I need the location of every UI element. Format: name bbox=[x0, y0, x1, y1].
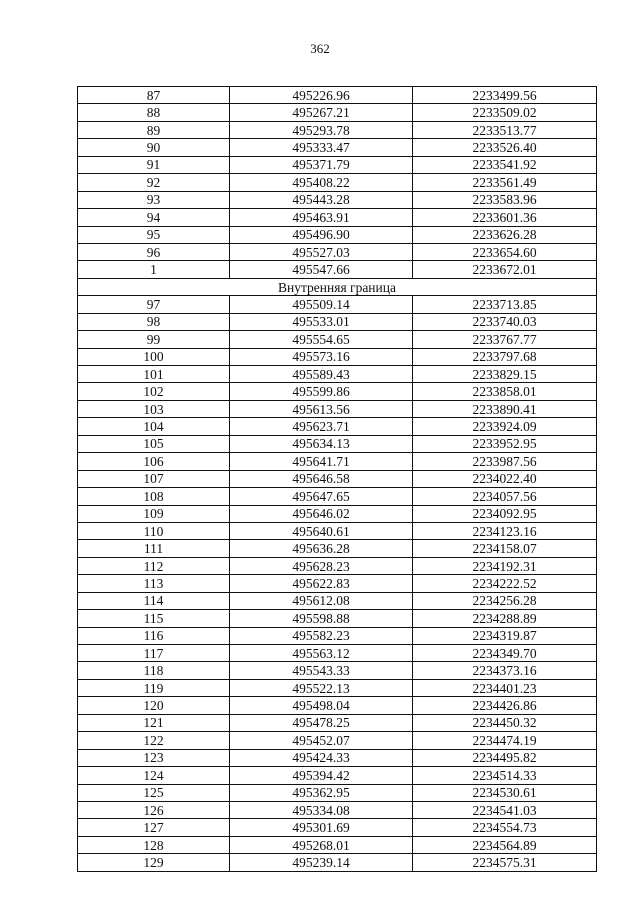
y-coordinate-cell: 2233541.92 bbox=[413, 156, 597, 173]
table-row bbox=[78, 121, 597, 138]
y-coordinate-cell: 2234495.82 bbox=[413, 749, 597, 766]
x-coordinate-cell: 495623.71 bbox=[230, 418, 413, 435]
point-number-cell: 99 bbox=[78, 331, 230, 348]
point-number-cell: 104 bbox=[78, 418, 230, 435]
x-coordinate-cell: 495573.16 bbox=[230, 348, 413, 365]
y-coordinate-cell: 2233713.85 bbox=[413, 296, 597, 313]
y-coordinate-cell: 2233924.09 bbox=[413, 418, 597, 435]
x-coordinate-cell: 495371.79 bbox=[230, 156, 413, 173]
table-row bbox=[78, 174, 597, 191]
y-coordinate-cell: 2234530.61 bbox=[413, 784, 597, 801]
point-number-cell: 121 bbox=[78, 714, 230, 731]
y-coordinate-cell: 2234022.40 bbox=[413, 470, 597, 487]
y-coordinate-cell: 2233797.68 bbox=[413, 348, 597, 365]
table-row bbox=[78, 331, 597, 348]
x-coordinate-cell: 495226.96 bbox=[230, 87, 413, 104]
x-coordinate-cell: 495408.22 bbox=[230, 174, 413, 191]
y-coordinate-cell: 2234554.73 bbox=[413, 819, 597, 836]
point-number-cell: 114 bbox=[78, 592, 230, 609]
x-coordinate-cell: 495478.25 bbox=[230, 714, 413, 731]
x-coordinate-cell: 495613.56 bbox=[230, 400, 413, 417]
table-row bbox=[78, 261, 597, 278]
x-coordinate-cell: 495498.04 bbox=[230, 697, 413, 714]
table-row bbox=[78, 679, 597, 696]
y-coordinate-cell: 2233509.02 bbox=[413, 104, 597, 121]
point-number-cell: 87 bbox=[78, 87, 230, 104]
point-number-cell: 100 bbox=[78, 348, 230, 365]
y-coordinate-cell: 2233987.56 bbox=[413, 453, 597, 470]
x-coordinate-cell: 495598.88 bbox=[230, 610, 413, 627]
table-row bbox=[78, 435, 597, 452]
point-number-cell: 105 bbox=[78, 435, 230, 452]
table-row bbox=[78, 819, 597, 836]
table-row bbox=[78, 732, 597, 749]
point-number-cell: 117 bbox=[78, 645, 230, 662]
x-coordinate-cell: 495554.65 bbox=[230, 331, 413, 348]
x-coordinate-cell: 495301.69 bbox=[230, 819, 413, 836]
point-number-cell: 91 bbox=[78, 156, 230, 173]
x-coordinate-cell: 495582.23 bbox=[230, 627, 413, 644]
x-coordinate-cell: 495424.33 bbox=[230, 749, 413, 766]
table-row bbox=[78, 226, 597, 243]
y-coordinate-cell: 2234057.56 bbox=[413, 488, 597, 505]
point-number-cell: 119 bbox=[78, 679, 230, 696]
point-number-cell: 113 bbox=[78, 575, 230, 592]
x-coordinate-cell: 495452.07 bbox=[230, 732, 413, 749]
y-coordinate-cell: 2233561.49 bbox=[413, 174, 597, 191]
table-row bbox=[78, 348, 597, 365]
y-coordinate-cell: 2234474.19 bbox=[413, 732, 597, 749]
y-coordinate-cell: 2233583.96 bbox=[413, 191, 597, 208]
y-coordinate-cell: 2234222.52 bbox=[413, 575, 597, 592]
page-number: 362 bbox=[310, 41, 330, 56]
y-coordinate-cell: 2234373.16 bbox=[413, 662, 597, 679]
x-coordinate-cell: 495547.66 bbox=[230, 261, 413, 278]
x-coordinate-cell: 495636.28 bbox=[230, 540, 413, 557]
x-coordinate-cell: 495293.78 bbox=[230, 121, 413, 138]
x-coordinate-cell: 495522.13 bbox=[230, 679, 413, 696]
x-coordinate-cell: 495533.01 bbox=[230, 313, 413, 330]
x-coordinate-cell: 495268.01 bbox=[230, 836, 413, 853]
point-number-cell: 115 bbox=[78, 610, 230, 627]
point-number-cell: 111 bbox=[78, 540, 230, 557]
table-row bbox=[78, 156, 597, 173]
y-coordinate-cell: 2233526.40 bbox=[413, 139, 597, 156]
y-coordinate-cell: 2234092.95 bbox=[413, 505, 597, 522]
x-coordinate-cell: 495509.14 bbox=[230, 296, 413, 313]
table-row bbox=[78, 767, 597, 784]
y-coordinate-cell: 2233513.77 bbox=[413, 121, 597, 138]
x-coordinate-cell: 495334.08 bbox=[230, 801, 413, 818]
y-coordinate-cell: 2234288.89 bbox=[413, 610, 597, 627]
x-coordinate-cell: 495647.65 bbox=[230, 488, 413, 505]
point-number-cell: 101 bbox=[78, 366, 230, 383]
table-row bbox=[78, 470, 597, 487]
table-row bbox=[78, 854, 597, 871]
point-number-cell: 97 bbox=[78, 296, 230, 313]
y-coordinate-cell: 2234514.33 bbox=[413, 767, 597, 784]
y-coordinate-cell: 2234541.03 bbox=[413, 801, 597, 818]
point-number-cell: 108 bbox=[78, 488, 230, 505]
point-number-cell: 1 bbox=[78, 261, 230, 278]
y-coordinate-cell: 2234123.16 bbox=[413, 522, 597, 539]
x-coordinate-cell: 495612.08 bbox=[230, 592, 413, 609]
table-row bbox=[78, 749, 597, 766]
x-coordinate-cell: 495589.43 bbox=[230, 366, 413, 383]
point-number-cell: 110 bbox=[78, 522, 230, 539]
point-number-cell: 96 bbox=[78, 243, 230, 260]
point-number-cell: 129 bbox=[78, 854, 230, 871]
x-coordinate-cell: 495641.71 bbox=[230, 453, 413, 470]
x-coordinate-cell: 495239.14 bbox=[230, 854, 413, 871]
point-number-cell: 90 bbox=[78, 139, 230, 156]
x-coordinate-cell: 495634.13 bbox=[230, 435, 413, 452]
section-title: Внутренняя граница bbox=[78, 278, 597, 295]
table-row bbox=[78, 557, 597, 574]
coordinates-table bbox=[77, 86, 597, 872]
x-coordinate-cell: 495599.86 bbox=[230, 383, 413, 400]
y-coordinate-cell: 2233767.77 bbox=[413, 331, 597, 348]
x-coordinate-cell: 495628.23 bbox=[230, 557, 413, 574]
x-coordinate-cell: 495463.91 bbox=[230, 209, 413, 226]
point-number-cell: 92 bbox=[78, 174, 230, 191]
table-row bbox=[78, 592, 597, 609]
x-coordinate-cell: 495333.47 bbox=[230, 139, 413, 156]
section-header-row bbox=[78, 278, 597, 295]
table-row bbox=[78, 540, 597, 557]
point-number-cell: 123 bbox=[78, 749, 230, 766]
table-row bbox=[78, 575, 597, 592]
y-coordinate-cell: 2234401.23 bbox=[413, 679, 597, 696]
table-row bbox=[78, 313, 597, 330]
x-coordinate-cell: 495267.21 bbox=[230, 104, 413, 121]
coordinates-table-bottom-body bbox=[78, 296, 597, 871]
table-row bbox=[78, 697, 597, 714]
y-coordinate-cell: 2234564.89 bbox=[413, 836, 597, 853]
point-number-cell: 128 bbox=[78, 836, 230, 853]
y-coordinate-cell: 2233890.41 bbox=[413, 400, 597, 417]
table-row bbox=[78, 836, 597, 853]
y-coordinate-cell: 2233654.60 bbox=[413, 243, 597, 260]
point-number-cell: 120 bbox=[78, 697, 230, 714]
point-number-cell: 116 bbox=[78, 627, 230, 644]
table-row bbox=[78, 400, 597, 417]
y-coordinate-cell: 2233829.15 bbox=[413, 366, 597, 383]
table-row bbox=[78, 453, 597, 470]
y-coordinate-cell: 2234575.31 bbox=[413, 854, 597, 871]
section-header-body bbox=[78, 278, 597, 295]
table-row bbox=[78, 488, 597, 505]
table-row bbox=[78, 87, 597, 104]
point-number-cell: 118 bbox=[78, 662, 230, 679]
table-row bbox=[78, 104, 597, 121]
x-coordinate-cell: 495563.12 bbox=[230, 645, 413, 662]
table-row bbox=[78, 209, 597, 226]
point-number-cell: 125 bbox=[78, 784, 230, 801]
coordinates-table-top-body bbox=[78, 87, 597, 279]
x-coordinate-cell: 495543.33 bbox=[230, 662, 413, 679]
table-row bbox=[78, 645, 597, 662]
table-row bbox=[78, 714, 597, 731]
y-coordinate-cell: 2233858.01 bbox=[413, 383, 597, 400]
point-number-cell: 106 bbox=[78, 453, 230, 470]
x-coordinate-cell: 495496.90 bbox=[230, 226, 413, 243]
table-row bbox=[78, 801, 597, 818]
table-row bbox=[78, 296, 597, 313]
y-coordinate-cell: 2234426.86 bbox=[413, 697, 597, 714]
y-coordinate-cell: 2233952.95 bbox=[413, 435, 597, 452]
point-number-cell: 112 bbox=[78, 557, 230, 574]
table-row bbox=[78, 383, 597, 400]
table-row bbox=[78, 366, 597, 383]
x-coordinate-cell: 495622.83 bbox=[230, 575, 413, 592]
point-number-cell: 103 bbox=[78, 400, 230, 417]
x-coordinate-cell: 495394.42 bbox=[230, 767, 413, 784]
point-number-cell: 88 bbox=[78, 104, 230, 121]
y-coordinate-cell: 2234349.70 bbox=[413, 645, 597, 662]
point-number-cell: 127 bbox=[78, 819, 230, 836]
y-coordinate-cell: 2233672.01 bbox=[413, 261, 597, 278]
y-coordinate-cell: 2233499.56 bbox=[413, 87, 597, 104]
point-number-cell: 93 bbox=[78, 191, 230, 208]
table-row bbox=[78, 522, 597, 539]
point-number-cell: 126 bbox=[78, 801, 230, 818]
table-row bbox=[78, 627, 597, 644]
x-coordinate-cell: 495527.03 bbox=[230, 243, 413, 260]
point-number-cell: 109 bbox=[78, 505, 230, 522]
point-number-cell: 95 bbox=[78, 226, 230, 243]
x-coordinate-cell: 495443.28 bbox=[230, 191, 413, 208]
y-coordinate-cell: 2233601.36 bbox=[413, 209, 597, 226]
y-coordinate-cell: 2234450.32 bbox=[413, 714, 597, 731]
table-row bbox=[78, 784, 597, 801]
table-row bbox=[78, 243, 597, 260]
y-coordinate-cell: 2233740.03 bbox=[413, 313, 597, 330]
point-number-cell: 107 bbox=[78, 470, 230, 487]
point-number-cell: 124 bbox=[78, 767, 230, 784]
y-coordinate-cell: 2233626.28 bbox=[413, 226, 597, 243]
x-coordinate-cell: 495646.02 bbox=[230, 505, 413, 522]
point-number-cell: 102 bbox=[78, 383, 230, 400]
table-row bbox=[78, 662, 597, 679]
table-row bbox=[78, 505, 597, 522]
table-row bbox=[78, 418, 597, 435]
y-coordinate-cell: 2234192.31 bbox=[413, 557, 597, 574]
x-coordinate-cell: 495362.95 bbox=[230, 784, 413, 801]
table-row bbox=[78, 610, 597, 627]
table-row bbox=[78, 191, 597, 208]
point-number-cell: 98 bbox=[78, 313, 230, 330]
x-coordinate-cell: 495646.58 bbox=[230, 470, 413, 487]
y-coordinate-cell: 2234319.87 bbox=[413, 627, 597, 644]
point-number-cell: 94 bbox=[78, 209, 230, 226]
x-coordinate-cell: 495640.61 bbox=[230, 522, 413, 539]
point-number-cell: 89 bbox=[78, 121, 230, 138]
y-coordinate-cell: 2234158.07 bbox=[413, 540, 597, 557]
y-coordinate-cell: 2234256.28 bbox=[413, 592, 597, 609]
table-row bbox=[78, 139, 597, 156]
point-number-cell: 122 bbox=[78, 732, 230, 749]
